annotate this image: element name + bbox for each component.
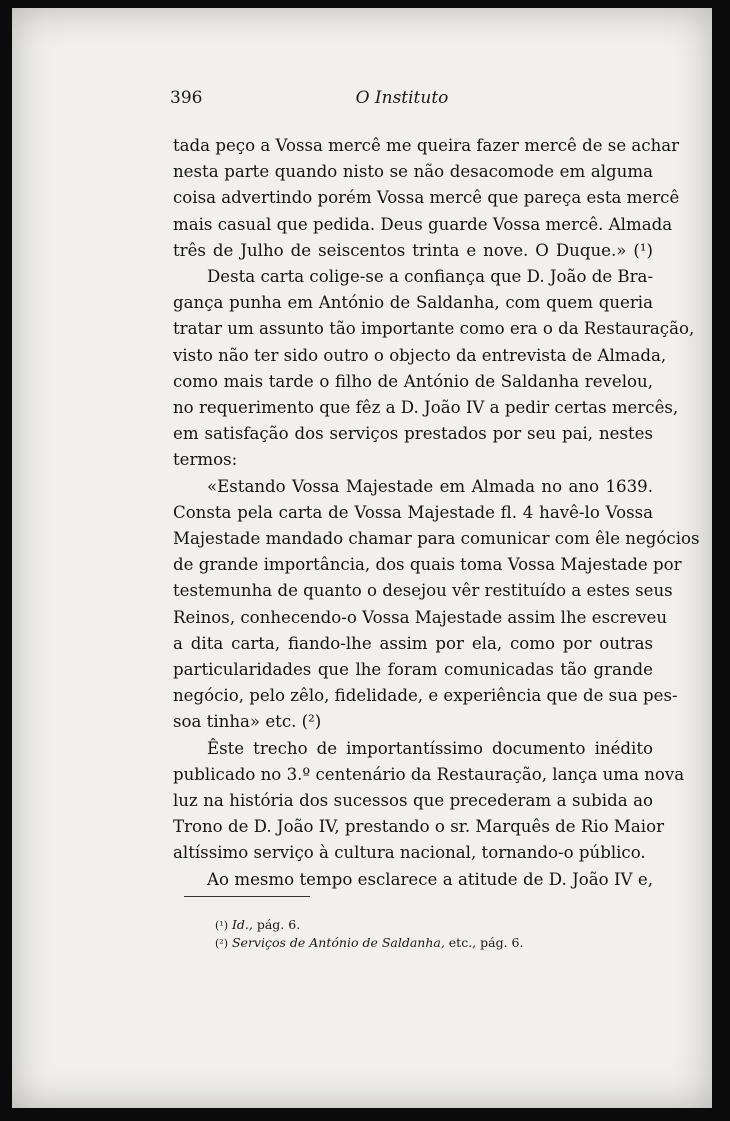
text-line: Trono de D. João IV, prestando o sr. Marquês de Rio Maior	[173, 817, 665, 837]
text-line: nesta parte quando nisto se não desacomode em alguma	[173, 162, 653, 182]
text-line: Reinos, conhecendo-o Vossa Majestade assim lhe escreveu	[173, 607, 668, 627]
text-line: como mais tarde o filho de António de Saldanha revelou,	[173, 371, 653, 391]
text-line: em satisfação dos serviços prestados por seu pai, nestes	[173, 424, 653, 444]
footnote-divider	[184, 896, 310, 897]
footnote-source: Serviços de António de Saldanha,	[231, 935, 445, 950]
text-line: no requerimento que fêz a D. João IV a pedir certas mercês,	[173, 398, 679, 418]
text-line: soa tinha» etc. (²)	[173, 712, 322, 732]
footnote-mark: (¹)	[215, 919, 228, 932]
text-line: coisa advertindo porém Vossa mercê que pareça esta mercê	[173, 188, 680, 208]
text-line: negócio, pelo zêlo, fidelidade, e experiência que de sua pes-	[173, 686, 678, 706]
text-line: a dita carta, fiando-lhe assim por ela, como por outras	[173, 633, 653, 653]
text-line: altíssimo serviço à cultura nacional, tornando-o público.	[173, 843, 646, 863]
text-line: de grande importância, dos quais toma Vossa Majestade por	[173, 555, 682, 575]
running-title: O Instituto	[355, 88, 449, 108]
text-line: particularidades que lhe foram comunicadas tão grande	[173, 660, 653, 680]
document-page	[12, 8, 712, 1108]
text-line: termos:	[173, 450, 238, 470]
text-line: tratar um assunto tão importante como era o da Restauração,	[173, 319, 695, 339]
footnote-1	[215, 916, 523, 934]
text-line: Majestade mandado chamar para comunicar com êle negócios	[173, 529, 700, 549]
footnote-text: etc., pág. 6.	[444, 935, 524, 950]
footnotes	[215, 916, 523, 952]
text-line: tada peço a Vossa mercê me queira fazer mercê de se achar	[173, 136, 680, 155]
footnote-2	[215, 934, 523, 952]
footnote-mark: (²)	[215, 937, 228, 950]
text-line: Ao mesmo tempo esclarece a atitude de D. João IV e,	[207, 869, 653, 889]
text-line: publicado no 3.º centenário da Restauração, lança uma nova	[173, 764, 685, 784]
text-line: Consta pela carta de Vossa Majestade fl. 4 havê-lo Vossa	[173, 502, 653, 522]
text-line: Êste trecho de importantíssimo documento inédito	[207, 738, 653, 758]
footnote-source: Id.,	[231, 917, 253, 932]
text-line: Desta carta colige-se a confiança que D. João de Bra-	[207, 267, 654, 287]
page-number: 396	[170, 88, 203, 108]
body-text	[173, 133, 700, 893]
text-line: «Estando Vossa Majestade em Almada no ano 1639.	[207, 476, 653, 496]
text-line: três de Julho de seiscentos trinta e nove. O Duque.» (¹)	[173, 240, 653, 260]
text-line: luz na história dos sucessos que precederam a subida ao	[173, 791, 653, 811]
footnote-text: pág. 6.	[252, 917, 301, 932]
text-line: mais casual que pedida. Deus guarde Vossa mercê. Almada	[173, 214, 673, 234]
text-line: visto não ter sido outro o objecto da entrevista de Almada,	[173, 345, 667, 365]
text-line: gança punha em António de Saldanha, com quem queria	[173, 293, 653, 313]
text-line: testemunha de quanto o desejou vêr restituído a estes seus	[173, 581, 673, 601]
running-head	[12, 88, 712, 118]
